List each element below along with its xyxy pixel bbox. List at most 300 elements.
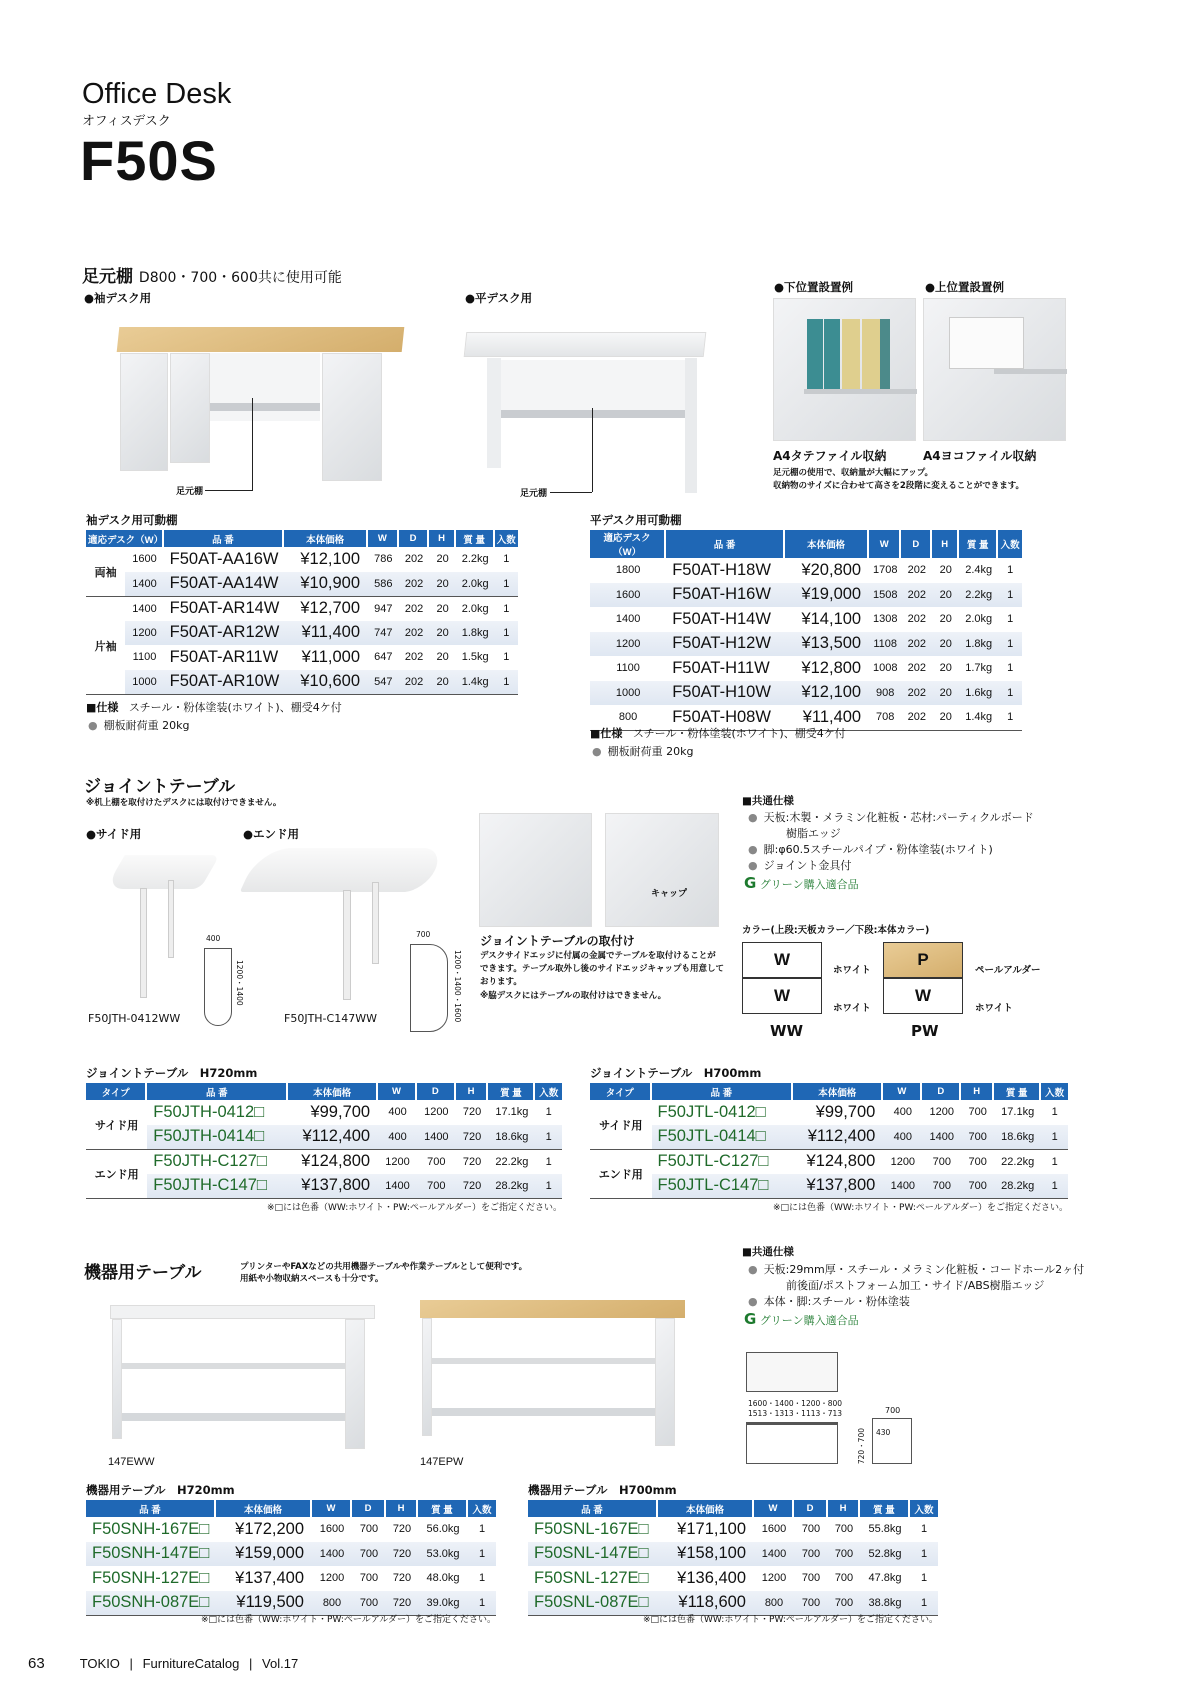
footer-separator: | [249, 1656, 253, 1671]
cell-d: 700 [801, 1572, 821, 1585]
cell-price: ¥12,100 [785, 681, 869, 706]
sode-desk-label: ●袖デスク用 [84, 291, 152, 305]
cell-w: 800 [312, 1591, 352, 1616]
jtl-table-caption: ジョイントテーブル H700mm [590, 1066, 762, 1080]
cell-d: 202 [399, 621, 430, 646]
cell-h: 700 [828, 1542, 860, 1567]
color-code-pw: PW [911, 1022, 939, 1040]
group-label: サイド用 [86, 1100, 147, 1149]
cell-qty: 1 [478, 1572, 486, 1585]
table-row [86, 670, 518, 695]
cell-mass: 28.2kg [994, 1174, 1041, 1199]
cell-qty: 1 [478, 1523, 486, 1536]
cell-d: 700 [417, 1149, 456, 1174]
bullet-dot-icon: ● [748, 811, 758, 824]
cell-w: 1008 [872, 662, 898, 675]
table-row [86, 1174, 562, 1199]
table-row [590, 1174, 1068, 1199]
pw-bottom-name: ホワイト [975, 1003, 1013, 1014]
group-label: エンド用 [590, 1149, 652, 1198]
upper-position-photo [923, 298, 1066, 441]
series-subtitle: オフィスデスク [82, 114, 171, 129]
cell-price: ¥99,700 [310, 1102, 371, 1121]
cell-price: ¥112,400 [288, 1125, 378, 1150]
cell-qty: 1 [1007, 711, 1014, 724]
swatch-pw-top: P [883, 942, 963, 978]
col-header: D [922, 1083, 961, 1100]
cell-h: 700 [961, 1174, 994, 1199]
cell-qty: 1 [920, 1523, 928, 1536]
cell-mass: 1.4kg [965, 711, 993, 724]
callout-line [592, 408, 593, 492]
cell-d: 700 [417, 1174, 456, 1199]
col-header: D [399, 530, 430, 547]
table-row [86, 596, 518, 621]
cell-code: F50JTH-C147□ [147, 1174, 288, 1199]
table-row [590, 1125, 1068, 1150]
callout-line [252, 398, 253, 490]
cell-mass: 48.0kg [426, 1572, 460, 1585]
cap-label: キャップ [651, 889, 688, 899]
cell-price: ¥11,400 [802, 707, 862, 726]
cell-mass: 52.8kg [860, 1542, 910, 1567]
equipment-dim-height: 720・700 [857, 1428, 866, 1465]
green-text: グリーン購入適合品 [759, 878, 859, 891]
swatch-ww-bottom: W [742, 978, 822, 1014]
cell-mass: 39.0kg [418, 1591, 468, 1616]
cell-mass: 1.7kg [965, 662, 993, 675]
cell-code: F50AT-H08W [672, 707, 771, 726]
cell-h: 20 [932, 583, 959, 608]
bullet-dot-icon: ● [748, 1263, 758, 1276]
equipment-pw-model: 147EPW [420, 1456, 464, 1468]
cell-h: 20 [932, 632, 959, 657]
cell-mass: 18.6kg [488, 1125, 535, 1150]
cell-w: 908 [869, 681, 901, 706]
cell-code: F50SNH-127E□ [92, 1568, 210, 1587]
cell-price: ¥137,800 [793, 1174, 883, 1199]
col-header: D [901, 530, 932, 558]
col-header: 品 番 [86, 1500, 216, 1517]
cell-code: F50SNH-147E□ [86, 1542, 216, 1567]
col-header: H [429, 530, 455, 547]
cell-code: F50JTH-C127□ [147, 1149, 288, 1174]
bullet-dot-icon: ● [748, 843, 758, 856]
equipment-h700-table [528, 1500, 938, 1616]
col-header: タイプ [590, 1083, 652, 1100]
group-label: サイド用 [590, 1100, 652, 1149]
cell-qty: 1 [495, 621, 518, 646]
upper-position-caption: A4ヨコファイル収納 [923, 449, 1037, 463]
cell-h: 700 [834, 1523, 854, 1536]
cell-d: 202 [907, 613, 927, 626]
cell-qty: 1 [1007, 564, 1014, 577]
cell-code: F50AT-H10W [666, 681, 785, 706]
equipment-front-drawing [746, 1422, 838, 1464]
cell-h: 20 [436, 651, 449, 664]
cell-code: F50SNL-167E□ [534, 1519, 649, 1538]
footshelf-heading: 足元棚 [82, 267, 133, 287]
cell-qty: 1 [495, 670, 518, 695]
col-header: W [754, 1500, 794, 1517]
col-header: 入数 [495, 530, 518, 547]
col-header: 質 量 [418, 1500, 468, 1517]
spec-text: スチール・粉体塗装(ホワイト)、棚受4ケ付 [632, 727, 846, 740]
cell-h: 20 [939, 662, 952, 675]
table-row [86, 1517, 496, 1542]
cell-h: 720 [392, 1572, 412, 1585]
cell-mass: 1.8kg [959, 632, 998, 657]
cell-qty: 1 [1051, 1106, 1058, 1119]
cell-w: 400 [388, 1106, 407, 1119]
joint-spec-1 [748, 810, 1034, 826]
cell-w: 1600 [761, 1523, 787, 1536]
cell-code: F50SNL-087E□ [528, 1591, 658, 1616]
cell-mass: 1.5kg [461, 651, 489, 664]
table-row [86, 1566, 496, 1591]
cell-code: F50AT-H16W [666, 583, 785, 608]
col-header: 質 量 [456, 530, 495, 547]
cell-d: 700 [352, 1591, 386, 1616]
cell-h: 20 [436, 553, 449, 566]
col-header: W [368, 530, 399, 547]
cell-w: 1400 [312, 1542, 352, 1567]
cell-desk: 1200 [125, 621, 163, 646]
table-row [590, 583, 1022, 608]
cell-qty: 1 [910, 1591, 938, 1616]
cell-code: F50AT-AA16W [169, 549, 279, 568]
cell-w: 1600 [319, 1523, 345, 1536]
table-row [528, 1566, 938, 1591]
table-row [590, 1100, 1068, 1125]
cell-mass: 18.6kg [994, 1125, 1041, 1150]
cell-qty: 1 [495, 596, 518, 621]
col-header: 本体価格 [658, 1500, 754, 1517]
green-text: グリーン購入適合品 [759, 1314, 859, 1327]
cell-qty: 1 [998, 681, 1022, 706]
cell-mass: 22.2kg [488, 1149, 535, 1174]
snl-note: ※□には色番（WW:ホワイト・PW:ペールアルダー）をご指定ください。 [642, 1615, 938, 1625]
cell-h: 720 [456, 1174, 489, 1199]
col-header: 入数 [468, 1500, 496, 1517]
cell-code: F50JTL-C147□ [652, 1174, 794, 1199]
cell-desk: 1600 [590, 583, 666, 608]
equipment-ww-model: 147EWW [108, 1456, 155, 1468]
cell-desk: 1200 [590, 632, 666, 657]
cell-d: 1200 [424, 1106, 449, 1119]
bullet-dot-icon: ● [748, 1295, 758, 1308]
col-header: H [932, 530, 959, 558]
green-g-icon: G [744, 1310, 757, 1328]
table-row [86, 1125, 562, 1150]
cell-h: 700 [968, 1106, 987, 1119]
cell-mass: 2.0kg [456, 596, 495, 621]
equipment-side-drawing [872, 1418, 912, 1464]
cell-price: ¥10,600 [284, 670, 368, 695]
footshelf-title [82, 262, 342, 287]
end-label: ●エンド用 [243, 827, 300, 841]
spec-label: ■仕様 [590, 727, 623, 740]
cell-code: F50AT-AA14W [164, 572, 285, 597]
cell-w: 1400 [378, 1174, 417, 1199]
cell-h: 20 [939, 711, 952, 724]
cell-price: ¥10,900 [284, 572, 368, 597]
cell-qty: 1 [535, 1125, 562, 1150]
col-header: 本体価格 [288, 1083, 378, 1100]
col-header: 本体価格 [785, 530, 869, 558]
cell-mass: 2.2kg [959, 583, 998, 608]
cell-price: ¥124,800 [793, 1149, 883, 1174]
col-header: W [378, 1083, 417, 1100]
side-plan-drawing [204, 948, 232, 1026]
cell-d: 700 [794, 1542, 828, 1567]
cell-price: ¥159,000 [216, 1542, 312, 1567]
cell-h: 20 [429, 596, 455, 621]
cell-code: F50AT-H18W [672, 560, 771, 579]
group-label: エンド用 [86, 1149, 147, 1198]
cell-desk: 1100 [132, 651, 157, 664]
joint-note: ※机上棚を取付けたデスクには取付けできません。 [86, 798, 282, 808]
col-header: 質 量 [959, 530, 998, 558]
footer-brand: TOKIO [79, 1656, 120, 1671]
snh-note: ※□には色番（WW:ホワイト・PW:ペールアルダー）をご指定ください。 [200, 1615, 496, 1625]
cell-mass: 2.0kg [965, 613, 993, 626]
col-header: W [869, 530, 901, 558]
footshelf-desc-2: 収納物のサイズに合わせて高さを2段階に変えることができます。 [773, 481, 1025, 491]
cell-d: 700 [801, 1523, 821, 1536]
end-dim-width: 700 [416, 930, 431, 939]
col-header: H [456, 1083, 489, 1100]
cell-d: 202 [901, 681, 932, 706]
green-purchase-badge-2 [744, 1310, 859, 1328]
spec-text: 天板:木製・メラミン化粧板・芯材:パーティクルボード [763, 811, 1034, 824]
cell-mass: 22.2kg [994, 1149, 1041, 1174]
cell-mass: 56.0kg [426, 1523, 460, 1536]
mount-note: ※脇デスクにはテーブルの取付けはできません。 [480, 991, 667, 1001]
cell-price: ¥14,100 [801, 609, 862, 628]
upper-position-label: ●上位置設置例 [925, 280, 1005, 294]
joint-h720-table [86, 1083, 562, 1199]
cell-qty: 1 [920, 1572, 928, 1585]
table-row [528, 1542, 938, 1567]
col-header: 質 量 [488, 1083, 535, 1100]
lower-position-label: ●下位置設置例 [774, 280, 854, 294]
mount-desc: デスクサイドエッジに付属の金属でテーブルを取付けることができます。テーブル取外し後のサイドエッジキャップも用意しております。 [480, 951, 724, 987]
cell-d: 1400 [417, 1125, 456, 1150]
cell-d: 700 [359, 1523, 379, 1536]
mount-photo-1 [479, 813, 592, 927]
cell-desk: 1600 [132, 553, 157, 566]
col-header: D [417, 1083, 456, 1100]
jtl-note: ※□には色番（WW:ホワイト・PW:ペールアルダー）をご指定ください。 [772, 1203, 1068, 1213]
cell-code: F50AT-H14W [672, 609, 771, 628]
cell-mass: 17.1kg [1001, 1106, 1035, 1119]
footshelf-callout-hira: 足元棚 [520, 489, 548, 499]
cell-h: 20 [429, 621, 455, 646]
cell-code: F50JTL-0414□ [652, 1125, 794, 1150]
spec-text: スチール・粉体塗装(ホワイト)、棚受4ケ付 [128, 701, 342, 714]
cell-w: 800 [754, 1591, 794, 1616]
col-header: タイプ [86, 1083, 147, 1100]
sode-table-caption: 袖デスク用可動棚 [86, 513, 178, 527]
cell-mass: 2.4kg [965, 564, 993, 577]
col-header: 品 番 [164, 530, 285, 547]
cell-w: 1508 [869, 583, 901, 608]
cell-price: ¥136,400 [677, 1568, 746, 1587]
spec-text: 天板:29mm厚・スチール・メラミン化粧板・コードホール2ヶ付 [763, 1263, 1085, 1276]
cell-d: 202 [901, 632, 932, 657]
ww-bottom-name: ホワイト [833, 1003, 871, 1014]
cell-w: 1400 [883, 1174, 922, 1199]
table-row [590, 1149, 1068, 1174]
cell-d: 202 [901, 583, 932, 608]
cell-price: ¥158,100 [658, 1542, 754, 1567]
sode-load [88, 718, 189, 734]
snh-table-caption: 機器用テーブル H720mm [86, 1483, 235, 1497]
cell-h: 720 [386, 1591, 418, 1616]
cell-w: 947 [368, 596, 399, 621]
sode-spec [86, 700, 342, 716]
color-title: カラー(上段:天板カラー／下段:本体カラー) [742, 925, 930, 936]
cell-code: F50AT-AR12W [164, 621, 285, 646]
cell-w: 586 [368, 572, 399, 597]
table-row [86, 572, 518, 597]
equipment-desc-1: プリンターやFAXなどの共用機器テーブルや作業テーブルとして便利です。 [240, 1262, 528, 1272]
cell-h: 20 [429, 670, 455, 695]
col-header: 本体価格 [284, 530, 368, 547]
cell-qty: 1 [535, 1174, 562, 1199]
cell-qty: 1 [1041, 1174, 1068, 1199]
cell-w: 400 [893, 1106, 912, 1119]
col-header: 質 量 [994, 1083, 1041, 1100]
cell-w: 1400 [754, 1542, 794, 1567]
hira-desk-image [455, 320, 715, 495]
end-dim-depth: 1200・1400・1600 [453, 950, 462, 1023]
cell-mass: 1.4kg [456, 670, 495, 695]
cell-desk: 1000 [590, 681, 666, 706]
model-title: F50S [80, 129, 218, 192]
cell-desk: 1100 [616, 662, 640, 675]
col-header: W [312, 1500, 352, 1517]
cell-mass: 47.8kg [868, 1572, 902, 1585]
cell-price: ¥99,700 [815, 1102, 876, 1121]
callout-line [205, 490, 253, 491]
equipment-dim-depth: 700 [885, 1406, 901, 1415]
cell-price: ¥137,800 [288, 1174, 378, 1199]
cell-h: 700 [834, 1572, 854, 1585]
cell-w: 747 [368, 621, 399, 646]
mount-photo-2 [605, 813, 719, 927]
cell-code: F50SNL-147E□ [528, 1542, 658, 1567]
side-dim-width: 400 [206, 934, 221, 943]
col-header: 入数 [1041, 1083, 1068, 1100]
cell-d: 700 [359, 1572, 379, 1585]
col-header: H [828, 1500, 860, 1517]
cell-code: F50JTL-0412□ [657, 1102, 766, 1121]
end-model-label: F50JTH-C147WW [284, 1012, 377, 1025]
group-label: 両袖 [86, 547, 125, 596]
table-row [86, 547, 518, 572]
cell-h: 20 [939, 613, 952, 626]
cell-mass: 28.2kg [488, 1174, 535, 1199]
footer-catalog: FurnitureCatalog [142, 1656, 240, 1671]
cell-mass: 38.8kg [860, 1591, 910, 1616]
table-row [86, 621, 518, 646]
footshelf-subheading: D800・700・600共に使用可能 [138, 270, 342, 286]
equipment-dim-inner: 430 [876, 1428, 891, 1437]
cell-d: 700 [922, 1149, 961, 1174]
col-header: W [883, 1083, 922, 1100]
cell-qty: 1 [910, 1542, 938, 1567]
cell-w: 400 [378, 1125, 417, 1150]
cell-w: 1200 [319, 1572, 345, 1585]
table-row [86, 1149, 562, 1174]
mount-title: ジョイントテーブルの取付け [480, 934, 635, 948]
cell-d: 202 [404, 651, 424, 664]
load-text: 棚板耐荷重 20kg [607, 745, 694, 758]
cell-h: 700 [961, 1149, 994, 1174]
group-label: 片袖 [86, 596, 125, 694]
col-header: D [352, 1500, 386, 1517]
cell-h: 20 [939, 564, 952, 577]
cell-mass: 53.0kg [418, 1542, 468, 1567]
joint-spec-title: ■共通仕様 [742, 795, 794, 807]
cell-desk: 800 [618, 711, 638, 724]
cell-qty: 1 [545, 1106, 552, 1119]
joint-h700-table [590, 1083, 1068, 1199]
hira-load [592, 744, 693, 760]
bullet-dot-icon: ● [88, 719, 98, 732]
series-title: Office Desk [82, 78, 232, 110]
lower-position-caption: A4タテファイル収納 [773, 449, 887, 463]
cell-h: 720 [386, 1542, 418, 1567]
footshelf-callout: 足元棚 [176, 487, 204, 497]
cell-price: ¥12,700 [284, 596, 368, 621]
col-header: H [386, 1500, 418, 1517]
swatch-ww-top: W [742, 942, 822, 978]
cell-w: 1200 [761, 1572, 787, 1585]
bullet-dot-icon: ● [748, 859, 758, 872]
col-header: 入数 [910, 1500, 938, 1517]
cell-d: 202 [907, 662, 927, 675]
cell-code: F50AT-H12W [666, 632, 785, 657]
col-header: 適応デスク（W） [86, 530, 164, 547]
lower-position-photo [773, 298, 916, 441]
joint-title: ジョイントテーブル [84, 777, 236, 797]
cell-w: 786 [374, 553, 393, 566]
cell-qty: 1 [1041, 1125, 1068, 1150]
col-header: 品 番 [528, 1500, 658, 1517]
cell-w: 1108 [869, 632, 901, 657]
cell-code: F50AT-H11W [672, 658, 770, 677]
cell-h: 720 [392, 1523, 412, 1536]
cell-qty: 1 [503, 651, 510, 664]
cell-h: 720 [462, 1106, 482, 1119]
footer-volume: Vol.17 [262, 1656, 299, 1671]
cell-d: 1200 [929, 1106, 955, 1119]
equipment-h720-table [86, 1500, 496, 1616]
cell-w: 1308 [872, 613, 898, 626]
spec-text: 脚:φ60.5スチールパイプ・粉体塗装(ホワイト) [763, 843, 993, 856]
cell-qty: 1 [468, 1542, 496, 1567]
cell-w: 400 [883, 1125, 922, 1150]
equipment-pw-image [420, 1300, 690, 1450]
cell-mass: 55.8kg [868, 1523, 902, 1536]
cell-desk: 1800 [615, 564, 641, 577]
equipment-spec-1 [748, 1262, 1084, 1278]
cell-h: 700 [961, 1125, 994, 1150]
cell-qty: 1 [1007, 613, 1014, 626]
